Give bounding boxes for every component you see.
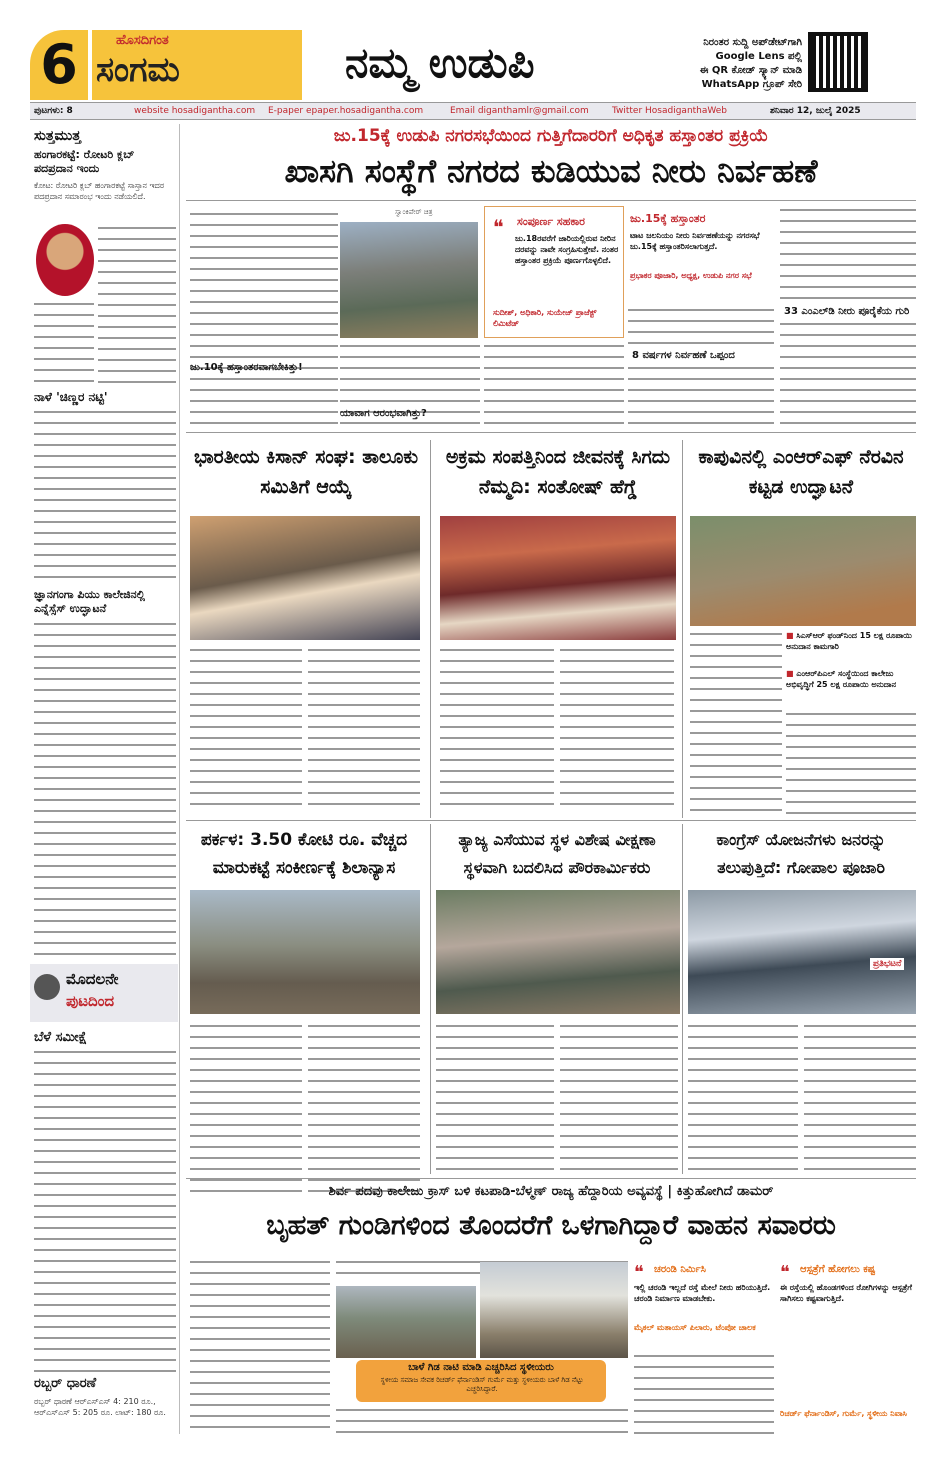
story-text-block xyxy=(436,1022,554,1172)
feature-title: ಮೊದಲನೇ xyxy=(66,970,119,988)
quote-byline: ರಿಚರ್ಡ್ ಫೆರ್ನಾಂಡಿಸ್, ಗುರ್ಮೆ, ಸ್ಥಳೀಯ ನಿವಾಸಿ xyxy=(780,1409,907,1418)
highlight-box xyxy=(786,668,916,704)
highlight-text: ಎಂಆರ್‌ಪಿಎಲ್ ಸಂಸ್ಥೆಯಿಂದ ಕಾಲೇಜು ಅಭಿವೃದ್ಧಿಗೆ 25 ಲಕ್ಷ ರೂಪಾಯಿ ಅನುದಾನ xyxy=(786,669,897,689)
lead-text-block xyxy=(484,342,624,424)
caption-title: ಬಾಳೆ ಗಿಡ ನಾಟಿ ಮಾಡಿ ಎಚ್ಚರಿಸಿದ ಸ್ಥಳೀಯರು xyxy=(408,1362,554,1373)
quote-box xyxy=(780,1262,916,1434)
left-column xyxy=(30,124,180,1434)
story-photo xyxy=(440,516,676,640)
story-headline[interactable]: ಪರ್ಕಳ: 3.50 ಕೋಟಿ ರೂ. ವೆಚ್ಚದ ಮಾರುಕಟ್ಟೆ ಸಂಕೀರ್ಣಕ್ಕೆ ಶಿಲಾನ್ಯಾಸ xyxy=(200,830,408,878)
divider xyxy=(186,820,916,821)
lead-headline[interactable]: ಖಾಸಗಿ ಸಂಸ್ಥೆಗೆ ನಗರದ ಕುಡಿಯುವ ನೀರು ನಿರ್ವಹಣೆ xyxy=(284,152,818,190)
page-title: ನಮ್ಮ ಉಡುಪಿ xyxy=(345,38,535,87)
lead-subhead: ಯಾವಾಗ ಆರಂಭವಾಗಿತ್ತು? xyxy=(340,408,427,419)
divider xyxy=(430,440,431,818)
feature-title: ಪುಟದಿಂದ xyxy=(66,992,115,1010)
info-bar xyxy=(30,102,916,120)
story-text-block xyxy=(804,1022,916,1172)
story-headline[interactable]: ತ್ಯಾಜ್ಯ ಎಸೆಯುವ ಸ್ಥಳ ವಿಶೇಷ ವೀಕ್ಷಣಾ ಸ್ಥಳವಾಗಿ ಬದಲಿಸಿದ ಪೌರಕಾರ್ಮಿಕರು xyxy=(458,830,656,877)
story-text-block xyxy=(190,1258,330,1434)
highlight-text: ಸಿಎಸ್‌ಆರ್ ಫಂಡ್‌ನಿಂದ 15 ಲಕ್ಷ ರೂಪಾಯಿ ಅನುದಾನ ಕಾಮಗಾರಿ xyxy=(786,631,912,651)
story-text-block xyxy=(98,224,176,384)
quote-icon: ❝ xyxy=(780,1262,790,1283)
qr-code-icon[interactable] xyxy=(808,32,868,92)
story-headline[interactable]: ಅಕ್ರಮ ಸಂಪತ್ತಿನಿಂದ ಜೀವನಕ್ಕೆ ಸಿಗದು ನೆಮ್ಮದಿ: ಸಂತೋಷ್ ಹೆಗ್ಡೆ xyxy=(445,446,671,498)
epaper-link[interactable]: E-paper epaper.hosadigantha.com xyxy=(268,106,424,116)
quote-box xyxy=(634,1262,774,1348)
lead-text-block xyxy=(628,364,774,424)
story-headline[interactable]: ಭಾರತೀಯ ಕಿಸಾನ್ ಸಂಘ: ತಾಲೂಕು ಸಮಿತಿಗೆ ಆಯ್ಕೆ xyxy=(193,446,419,498)
story-text-block xyxy=(560,1022,678,1172)
quote-text: ಈ ರಸ್ತೆಯಲ್ಲಿ ಹೊಂಡಗಳಿಂದ ರೋಗಿಗಳನ್ನು ಆಸ್ಪತ್ರೆಗೆ ಸಾಗಿಸಲು ಕಷ್ಟವಾಗುತ್ತಿದೆ. xyxy=(780,1283,912,1303)
quote-text: ಜು.18ರವರೆಗೆ ಜಾರಿಯಲ್ಲಿರುವ ನೀರಿನ ದರವನ್ನು ನಾವೇ ಸಂಗ್ರಹಿಸುತ್ತೇವೆ. ನಂತರ ಹಸ್ತಾಂತರ ಪ್ರಕ್ರಿಯೆ ಪೂರ್ಣಗೊಳ್ಳಲಿದೆ. xyxy=(515,234,619,265)
quote-label: ಚರಂಡಿ ನಿರ್ಮಿಸಿ xyxy=(654,1264,706,1275)
promo-line: Google Lens ಪಲ್ಲಿ xyxy=(715,51,802,62)
pages-count: ಪುಟಗಳು: 8 xyxy=(34,106,73,116)
lead-subhead: 33 ಎಂಎಲ್‌ಡಿ ನೀರು ಪೂರೈಕೆಯ ಗುರಿ xyxy=(784,306,910,317)
story-photo xyxy=(190,516,420,640)
story-photo xyxy=(436,890,680,1014)
divider xyxy=(186,432,916,433)
promo-line: WhatsApp ಗ್ರೂಪ್ ಸೇರಿ xyxy=(701,79,802,90)
lead-text-block xyxy=(780,320,916,424)
lead-text-block xyxy=(780,206,916,302)
lead-subhead: ಜು.10ಕ್ಕೆ ಹಸ್ತಾಂತರವಾಗಬೇಕಿತ್ತು! xyxy=(190,362,303,373)
email-link[interactable]: Email diganthamlr@gmail.com xyxy=(450,106,589,116)
story-text-block xyxy=(34,1048,176,1372)
protest-sign: ಪ್ರತಿಭಟನೆ xyxy=(870,958,904,970)
story-text-block xyxy=(34,620,176,956)
quote-label: ಸಂಪೂರ್ಣ ಸಹಕಾರ xyxy=(517,215,586,228)
story-text-block xyxy=(336,1406,628,1434)
story-text-block xyxy=(34,300,94,384)
story-text-block xyxy=(690,630,782,814)
pencil-icon xyxy=(34,974,60,1000)
person-photo xyxy=(36,224,94,296)
story-text-block xyxy=(190,1022,302,1192)
story-text-block xyxy=(308,1022,420,1192)
bus-photo xyxy=(480,1262,628,1358)
quote-byline: ಮೈಕಲ್ ಮತಾಯಸ್ ಪಿಲಾರು, ಟೆಂಪೋ ಚಾಲಕ xyxy=(634,1323,756,1332)
quote-byline: ಸುದೀಶ್, ಅಧಿಕಾರಿ, ಸುಯೇಜ್ ಪ್ರಾಜೆಕ್ಟ್ ಲಿಮಿಟೆಡ್ xyxy=(493,308,597,328)
divider xyxy=(682,824,683,1174)
page-number: 6 xyxy=(30,30,88,100)
promo-line: ಈ QR ಕೋಡ್ ಸ್ಕ್ಯಾನ್ ಮಾಡಿ xyxy=(699,65,802,76)
story-photo xyxy=(690,516,916,626)
highlight-box xyxy=(786,630,916,666)
story-text-block xyxy=(560,646,674,814)
divider xyxy=(186,1178,916,1179)
divider xyxy=(682,440,683,818)
story-text-block xyxy=(634,1352,774,1434)
quote-text: ಟಾಟ ಜಲನಿಯಂ ನೀರು ನಿರ್ವಹಣೆಯನ್ನು ನಗರಸಭೆ ಜು.15ಕ್ಕೆ ಹಸ್ತಾಂತರಿಸಲಾಗುತ್ತದೆ. xyxy=(630,231,760,251)
bullet-icon: ■ xyxy=(786,631,797,640)
story-text-block xyxy=(440,646,554,814)
story-photo xyxy=(688,890,916,1014)
quote-label: ಜು.15ಕ್ಕೆ ಹಸ್ತಾಂತರ xyxy=(630,212,706,225)
promo-line: ನಿರಂತರ ಸುದ್ದಿ ಅಪ್‌ಡೇಟ್‌ಗಾಗಿ xyxy=(703,37,802,48)
quote-byline: ಪ್ರಭಾಕರ ಪೂಜಾರಿ, ಅಧ್ಯಕ್ಷ, ಉಡುಪಿ ನಗರ ಸಭೆ xyxy=(630,271,752,280)
quote-label: ಆಸ್ಪತ್ರೆಗೆ ಹೋಗಲು ಕಷ್ಟ xyxy=(800,1264,876,1275)
brand-name: ಹೊಸದಿಗಂತ xyxy=(116,33,169,48)
lead-text-block xyxy=(628,306,774,346)
road-photo xyxy=(336,1286,476,1358)
story-headline[interactable]: ಜ್ಞಾನಗಂಗಾ ಪಿಯು ಕಾಲೇಜಿನಲ್ಲಿ ಎನ್ನೆಸ್ಸೆಸ್ ಉದ್ಘಾಟನೆ xyxy=(34,588,145,615)
lead-subhead: 8 ವರ್ಷಗಳ ನಿರ್ವಹಣೆ ಒಪ್ಪಂದ xyxy=(632,350,735,361)
lead-text-block xyxy=(190,210,338,424)
divider xyxy=(430,824,431,1174)
story-text: ರಬ್ಬರ್ ಧಾರಣೆ ಆರ್‌ಎಸ್‌ಎಸ್ 4: 210 ರೂ., ಆರ್‌ಎಸ್‌ಎಸ್ 5: 205 ರೂ. ಲಾಟ್: 180 ರೂ. xyxy=(34,1397,166,1417)
website-link[interactable]: website hosadigantha.com xyxy=(134,106,256,116)
story-photo xyxy=(190,890,420,1014)
feature-title: ಸುತ್ತಮುತ್ತ xyxy=(34,128,81,144)
story-headline[interactable]: ಬೆಳೆ ಸಮೀಕ್ಷೆ xyxy=(34,1030,87,1045)
quote-icon: ❝ xyxy=(493,215,504,239)
twitter-link[interactable]: Twitter HosadiganthaWeb xyxy=(612,106,728,116)
section-name: ಸಂಗಮ xyxy=(96,50,180,90)
quote-text: ಇಲ್ಲಿ ಚರಂಡಿ ಇಲ್ಲದೆ ರಸ್ತೆ ಮೇಲೆ ನೀರು ಹರಿಯುತ್ತಿದೆ. ಚರಂಡಿ ನಿರ್ಮಾಣ ಮಾಡಬೇಕು. xyxy=(634,1283,771,1303)
quote-box xyxy=(484,206,624,338)
story-text-block xyxy=(34,408,176,580)
story-text-block xyxy=(786,710,916,814)
quote-icon: ❝ xyxy=(634,1262,644,1283)
lead-photo xyxy=(340,222,478,338)
lead-kicker: ಜು.15ಕ್ಕೆ ಉಡುಪಿ ನಗರಸಭೆಯಿಂದ ಗುತ್ತಿಗೆದಾರರಿಗೆ ಅಧಿಕೃತ ಹಸ್ತಾಂತರ ಪ್ರಕ್ರಿಯೆ xyxy=(333,126,769,146)
story-headline[interactable]: ರಬ್ಬರ್ ಧಾರಣೆ xyxy=(34,1376,97,1391)
divider xyxy=(186,200,916,201)
story-text: ಕೋಟ: ರೋಟರಿ ಕ್ಲಬ್ ಹಂಗಾರಕಟ್ಟೆ ಸಾಸ್ತಾನ ಇದರ ಪದಪ್ರದಾನ ಸಮಾರಂಭ ಇಂದು ನಡೆಯಲಿದೆ. xyxy=(34,181,165,201)
story-text-block xyxy=(190,646,302,814)
bottom-headline[interactable]: ಬೃಹತ್ ಗುಂಡಿಗಳಿಂದ ತೊಂದರೆಗೆ ಒಳಗಾಗಿದ್ದಾರೆ ವಾಹನ ಸವಾರರು xyxy=(266,1210,836,1241)
story-text-block xyxy=(308,646,420,814)
bottom-kicker: ಶಿರ್ವ ಪದವು ಕಾಲೇಜು ಕ್ರಾಸ್ ಬಳಿ ಕಟಪಾಡಿ-ಬೆಳ್ಮಣ್ ರಾಜ್ಯ ಹೆದ್ದಾರಿಯ ಅವ್ಯವಸ್ಥೆ | ಕಿತ್ತುಹೋಗಿದೆ ಡಾಮರ್ xyxy=(328,1184,774,1199)
photo-caption: ಸ್ವಾಂಕಿಪೇರ್ ಚಿತ್ರ xyxy=(395,208,433,216)
story-headline[interactable]: ನಾಳೆ 'ಚಿಣ್ಣರ ನಟ್ಟಿ' xyxy=(34,390,108,404)
story-headline[interactable]: ಹಂಗಾರಕಟ್ಟೆ: ರೋಟರಿ ಕ್ಲಬ್ ಪದಪ್ರದಾನ ಇಂದು xyxy=(34,148,135,175)
story-text-block xyxy=(688,1022,798,1172)
bullet-icon: ■ xyxy=(786,669,797,678)
quote-box xyxy=(628,206,772,302)
qr-promo xyxy=(632,36,802,92)
issue-date: ಶನಿವಾರ 12, ಜುಲೈ 2025 xyxy=(770,106,861,116)
caption-text: ಸ್ಥಳೀಯ ಸಮಾಜ ಸೇವಕ ರಿಚರ್ಡ್ ಫೆರ್ನಾಂಡಿಸ್ ಗುರ್ಮೆ ಮತ್ತು ಸ್ಥಳೀಯರು ಬಾಳೆ ಗಿಡ ನೆಟ್ಟು ಎಚ್ಚರಿಸಿದ್ದಾರೆ. xyxy=(380,1376,584,1393)
story-headline[interactable]: ಕಾಪುವಿನಲ್ಲಿ ಎಂಆರ್‌ಎಫ್ ನೆರವಿನ ಕಟ್ಟಡ ಉದ್ಘಾಟನೆ xyxy=(698,446,904,498)
story-headline[interactable]: ಕಾಂಗ್ರೆಸ್ ಯೋಜನೆಗಳು ಜನರನ್ನು ತಲುಪುತ್ತಿದೆ: ಗೋಪಾಲ ಪೂಜಾರಿ xyxy=(716,830,886,877)
